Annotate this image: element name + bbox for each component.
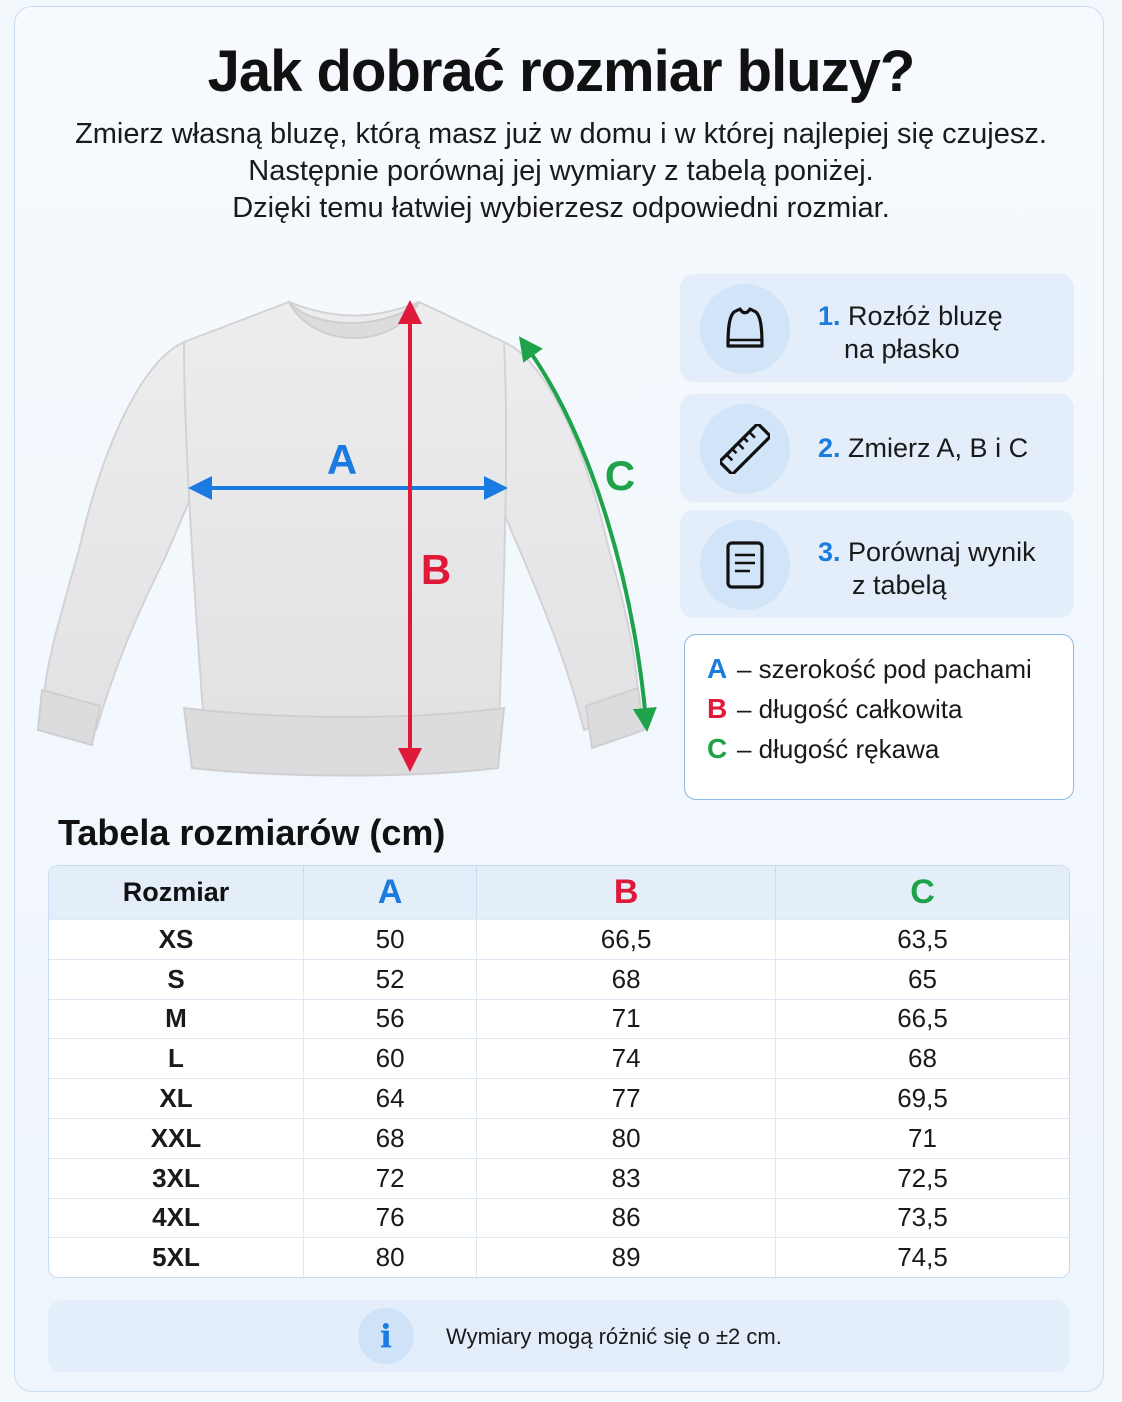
table-row xyxy=(49,959,1069,999)
table-row xyxy=(49,1158,1069,1198)
ruler-icon xyxy=(700,404,790,494)
value-cell: 50 xyxy=(304,919,477,959)
step-text: Rozłóż bluzę xyxy=(848,301,1003,331)
legend-row xyxy=(707,693,962,725)
info-icon: i xyxy=(358,1308,414,1364)
size-cell: XXL xyxy=(49,1118,304,1158)
legend-text: – szerokość pod pachami xyxy=(737,654,1032,684)
legend-letter: C xyxy=(707,733,728,764)
value-cell: 68 xyxy=(304,1118,477,1158)
value-cell: 56 xyxy=(304,999,477,1039)
value-cell: 71 xyxy=(477,999,776,1039)
step-number: 1. xyxy=(818,301,841,331)
size-cell: M xyxy=(49,999,304,1039)
value-cell: 52 xyxy=(304,959,477,999)
legend-letter: B xyxy=(707,693,728,724)
size-cell: 4XL xyxy=(49,1198,304,1238)
label-a: A xyxy=(326,436,358,483)
table-row xyxy=(49,919,1069,959)
left-sleeve xyxy=(42,342,194,730)
value-cell: 65 xyxy=(776,959,1069,999)
sweatshirt-body xyxy=(184,302,506,725)
step-number: 3. xyxy=(818,537,841,567)
size-table xyxy=(48,865,1070,1278)
page-title: Jak dobrać rozmiar bluzy? xyxy=(207,39,915,104)
value-cell: 83 xyxy=(477,1158,776,1198)
table-header-row xyxy=(49,866,1069,919)
header-b: B xyxy=(477,866,776,919)
subtitle-line: Następnie porównaj jej wymiary z tabelą poniżej. xyxy=(248,155,874,187)
value-cell: 74,5 xyxy=(776,1237,1069,1277)
value-cell: 80 xyxy=(477,1118,776,1158)
value-cell: 63,5 xyxy=(776,919,1069,959)
label-c: C xyxy=(604,452,636,499)
legend-row xyxy=(707,653,1032,685)
header-size: Rozmiar xyxy=(49,866,304,919)
table-row xyxy=(49,1078,1069,1118)
value-cell: 77 xyxy=(477,1078,776,1118)
step-text: Zmierz A, B i C xyxy=(848,433,1029,463)
step-2-card xyxy=(680,394,1074,502)
measurement-legend xyxy=(684,634,1074,800)
table-row xyxy=(49,999,1069,1039)
table-row xyxy=(49,1237,1069,1277)
step-1-card xyxy=(680,274,1074,382)
value-cell: 89 xyxy=(477,1237,776,1277)
value-cell: 72 xyxy=(304,1158,477,1198)
subtitle-line: Zmierz własną bluzę, którą masz już w domu i w której najlepiej się czujesz. xyxy=(75,118,1047,150)
step-text: Porównaj wynik xyxy=(848,537,1036,567)
size-cell: XS xyxy=(49,919,304,959)
value-cell: 72,5 xyxy=(776,1158,1069,1198)
value-cell: 64 xyxy=(304,1078,477,1118)
table-title: Tabela rozmiarów (cm) xyxy=(58,812,446,853)
size-cell: XL xyxy=(49,1078,304,1118)
legend-letter: A xyxy=(707,653,728,684)
legend-row xyxy=(707,733,939,765)
right-sleeve xyxy=(494,342,638,730)
value-cell: 66,5 xyxy=(477,919,776,959)
subtitle-line: Dzięki temu łatwiej wybierzesz odpowiedni rozmiar. xyxy=(232,192,890,224)
header-a: A xyxy=(304,866,477,919)
header-c: C xyxy=(776,866,1069,919)
sweatshirt-diagram xyxy=(34,290,674,790)
table-row xyxy=(49,1198,1069,1238)
label-b: B xyxy=(420,546,452,593)
hem-band xyxy=(184,708,504,776)
table-row xyxy=(49,1038,1069,1078)
value-cell: 80 xyxy=(304,1237,477,1277)
value-cell: 73,5 xyxy=(776,1198,1069,1238)
step-text: z tabelą xyxy=(852,570,947,600)
size-cell: 5XL xyxy=(49,1237,304,1277)
step-3-card xyxy=(680,510,1074,618)
size-cell: S xyxy=(49,959,304,999)
size-cell: 3XL xyxy=(49,1158,304,1198)
legend-text: – długość całkowita xyxy=(737,694,963,724)
step-number: 2. xyxy=(818,433,841,463)
value-cell: 69,5 xyxy=(776,1078,1069,1118)
value-cell: 60 xyxy=(304,1038,477,1078)
value-cell: 76 xyxy=(304,1198,477,1238)
table-row xyxy=(49,1118,1069,1158)
value-cell: 71 xyxy=(776,1118,1069,1158)
page-subtitle xyxy=(0,116,1122,227)
document-icon xyxy=(700,520,790,610)
step-text: na płasko xyxy=(844,334,960,364)
sweatshirt-icon xyxy=(700,284,790,374)
info-note xyxy=(48,1300,1070,1372)
value-cell: 74 xyxy=(477,1038,776,1078)
value-cell: 86 xyxy=(477,1198,776,1238)
size-cell: L xyxy=(49,1038,304,1078)
legend-text: – długość rękawa xyxy=(737,734,940,764)
value-cell: 68 xyxy=(477,959,776,999)
note-text: Wymiary mogą różnić się o ±2 cm. xyxy=(446,1324,782,1349)
value-cell: 66,5 xyxy=(776,999,1069,1039)
value-cell: 68 xyxy=(776,1038,1069,1078)
